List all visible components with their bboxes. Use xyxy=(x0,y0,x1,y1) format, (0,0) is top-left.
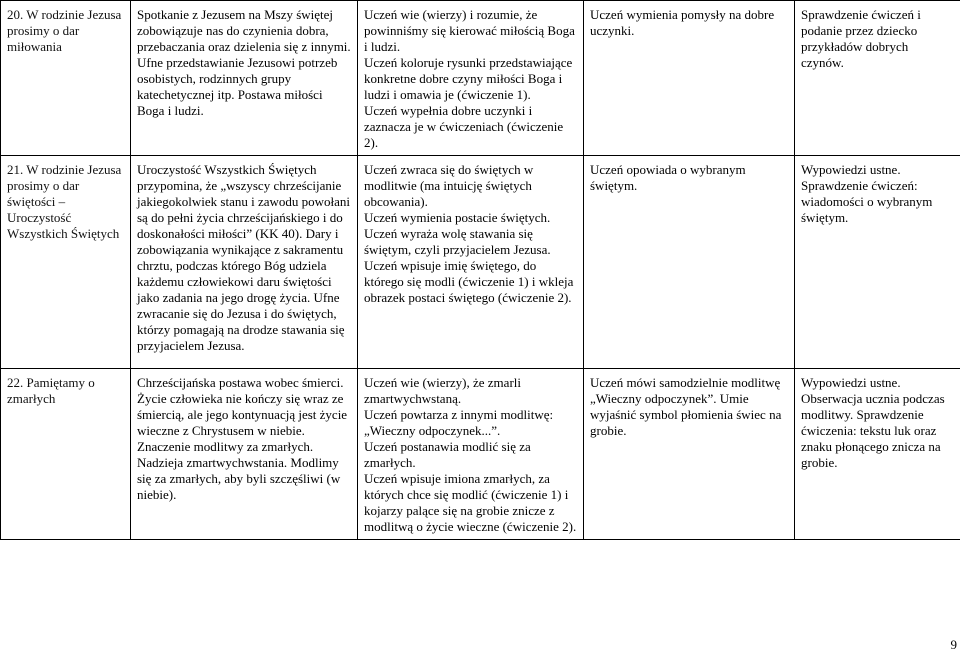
requirement-item: Uczeń zwraca się do świętych w modlitwie (ma intuicję świętych obcowania). xyxy=(364,162,577,210)
assessment-cell: Wypowiedzi ustne. Obserwacja ucznia podczas modlitwy. Sprawdzenie ćwiczenia: tekstu luk oraz znaku płonącego znicza na grobie. xyxy=(795,369,960,540)
requirement-item: Uczeń koloruje rysunki przedstawiające konkretne dobre czyny miłości Boga i ludzi i omawia je (ćwiczenie 1). xyxy=(364,55,577,103)
requirement-item: Uczeń wie (wierzy) i rozumie, że powinniśmy się kierować miłością Boga i ludzi. xyxy=(364,7,577,55)
content-cell: Uroczystość Wszystkich Świętych przypomina, że „wszyscy chrześcijanie jakiegokolwiek stanu i zawodu powołani są do pełni życia chrześcijańskiego i do doskonałości miłości” (KK 40). Dary i zobowiązania wynikające z sakramentu chrztu, podczas którego Bóg udziela każdemu człowiekowi daru świętości jako zadania na jego drogę życia. Ufne zwracanie się do Jezusa i do świętych, którzy pomagają na drodze stawania się przyjacielem Jezusa. xyxy=(131,156,358,369)
requirement-item: Uczeń wpisuje imiona zmarłych, za których chce się modlić (ćwiczenie 1) i kojarzy palące się na grobie znicze z modlitwą o życie wieczne (ćwiczenie 2). xyxy=(364,471,577,535)
content-cell: Chrześcijańska postawa wobec śmierci. Życie człowieka nie kończy się wraz ze śmiercią, ale jego kontynuacją jest życie wieczne z Chrystusem w niebie. Znaczenie modlitwy za zmarłych. Nadzieja zmartwychwstania. Modlimy się za zmarłych, aby byli szczęśliwi (w niebie). xyxy=(131,369,358,540)
requirement-item: Uczeń wymienia postacie świętych. xyxy=(364,210,577,226)
attitudes-cell: Uczeń wymienia pomysły na dobre uczynki. xyxy=(584,1,795,156)
requirements-cell xyxy=(358,156,584,369)
requirement-item: Uczeń wpisuje imię świętego, do którego się modli (ćwiczenie 1) i wkleja obrazek postaci świętego (ćwiczenie 2). xyxy=(364,258,577,306)
requirement-item: Uczeń wie (wierzy), że zmarli zmartwychwstaną. xyxy=(364,375,577,407)
content-cell: Spotkanie z Jezusem na Mszy świętej zobowiązuje nas do czynienia dobra, przebaczania oraz dzielenia się z innymi. Ufne przedstawianie Jezusowi potrzeb osobistych, rodzinnych grupy katechetycznej itp. Postawa miłości Boga i ludzi. xyxy=(131,1,358,156)
attitudes-cell: Uczeń mówi samodzielnie modlitwę „Wieczny odpoczynek”. Umie wyjaśnić symbol płomienia świec na grobie. xyxy=(584,369,795,540)
requirements-cell xyxy=(358,369,584,540)
assessment-cell: Sprawdzenie ćwiczeń i podanie przez dziecko przykładów dobrych czynów. xyxy=(795,1,960,156)
requirement-item: Uczeń postanawia modlić się za zmarłych. xyxy=(364,439,577,471)
table-row xyxy=(1,1,960,156)
assessment-cell: Wypowiedzi ustne. Sprawdzenie ćwiczeń: wiadomości o wybranym świętym. xyxy=(795,156,960,369)
topic-cell: 21. W rodzinie Jezusa prosimy o dar świętości – Uroczystość Wszystkich Świętych xyxy=(1,156,131,369)
requirement-item: Uczeń wyraża wolę stawania się świętym, czyli przyjacielem Jezusa. xyxy=(364,226,577,258)
topic-cell: 20. W rodzinie Jezusa prosimy o dar miłowania xyxy=(1,1,131,156)
page-number: 9 xyxy=(951,637,958,653)
topic-cell: 22. Pamiętamy o zmarłych xyxy=(1,369,131,540)
table-row xyxy=(1,369,960,540)
table-row xyxy=(1,156,960,369)
requirements-cell xyxy=(358,1,584,156)
requirement-item: Uczeń powtarza z innymi modlitwę: „Wieczny odpoczynek...”. xyxy=(364,407,577,439)
requirement-item: Uczeń wypełnia dobre uczynki i zaznacza je w ćwiczeniach (ćwiczenie 2). xyxy=(364,103,577,151)
attitudes-cell: Uczeń opowiada o wybranym świętym. xyxy=(584,156,795,369)
